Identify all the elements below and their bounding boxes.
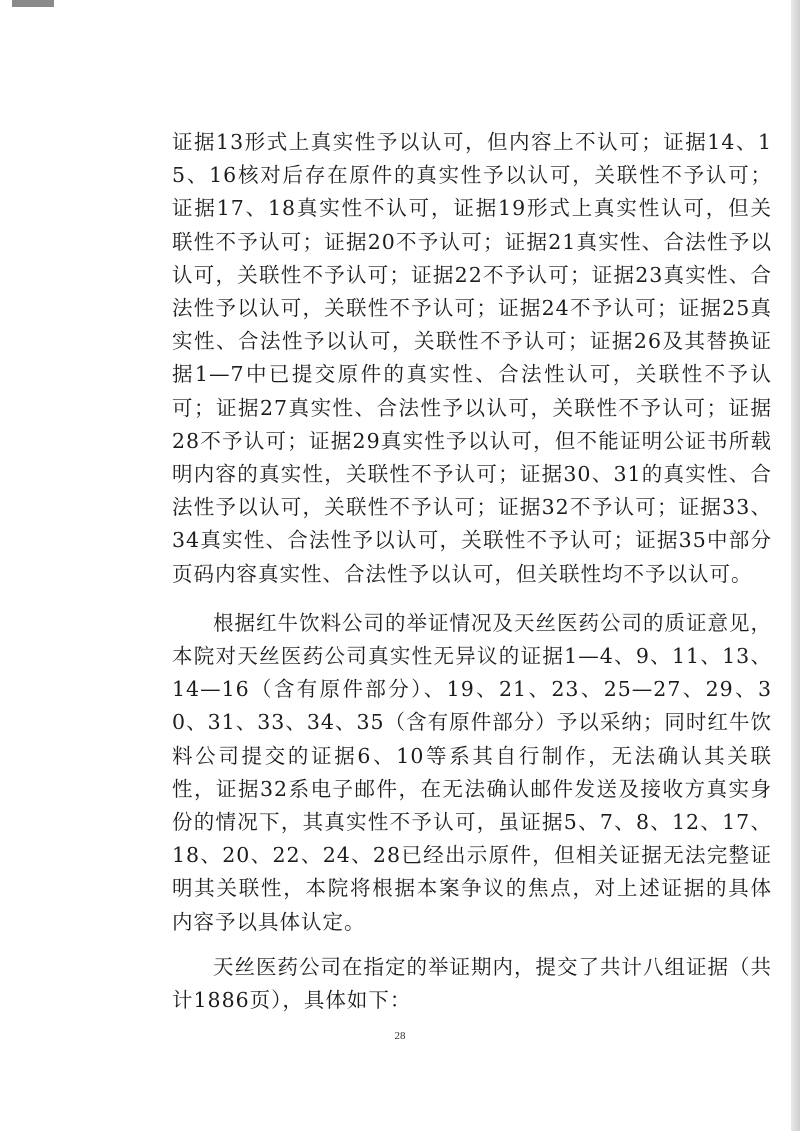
document-body	[172, 126, 772, 1017]
paragraph-tiansi-evidence-intro: 天丝医药公司在指定的举证期内，提交了共计八组证据（共计1886页），具体如下：	[172, 954, 772, 1013]
paragraph-evidence-opinions: 证据13形式上真实性予以认可，但内容上不认可；证据14、15、16核对后存在原件的真实性予以认可，关联性不予认可；证据17、18真实性不认可，证据19形式上真实性认可，但关联性不予认可；证据20不予认可；证据21真实性、合法性予以认可，关联性不予认可；证据22不予认可；证据23真实性、合法性予以认可，关联性不予认可；证据24不予认可；证据25真实性、合法性予以认可，关联性不予认可；证据26及其替换证据1—7中已提交原件的真实性、合法性认可，关联性不予认可；证据27真实性、合法性予以认可，关联性不予认可；证据28不予认可；证据29真实性予以认可，但不能证明公证书所载明内容的真实性，关联性不予认可；证据30、31的真实性、合法性予以认可，关联性不予认可；证据32不予认可；证据33、34真实性、合法性予以认可，关联性不予认可；证据35中部分页码内容真实性、合法性予以认可，但关联性均不予以认可。	[172, 130, 772, 586]
page-number: 28	[394, 1030, 406, 1042]
scan-artifact-mark	[12, 0, 54, 7]
scan-page-edge	[791, 0, 800, 1131]
paragraph-court-findings: 根据红牛饮料公司的举证情况及天丝医药公司的质证意见，本院对天丝医药公司真实性无异议的证据1—4、9、11、13、14—16（含有原件部分）、19、21、23、25—27、29、30、31、33、34、35（含有原件部分）予以采纳；同时红牛饮料公司提交的证据6、10等系其自行制作，无法确认其关联性，证据32系电子邮件，在无法确认邮件发送及接收方真实身份的情况下，其真实性不予认可，虽证据5、7、8、12、17、18、20、22、24、28已经出示原件，但相关证据无法完整证明其关联性，本院将根据本案争议的焦点，对上述证据的具体内容予以具体认定。	[172, 610, 772, 934]
